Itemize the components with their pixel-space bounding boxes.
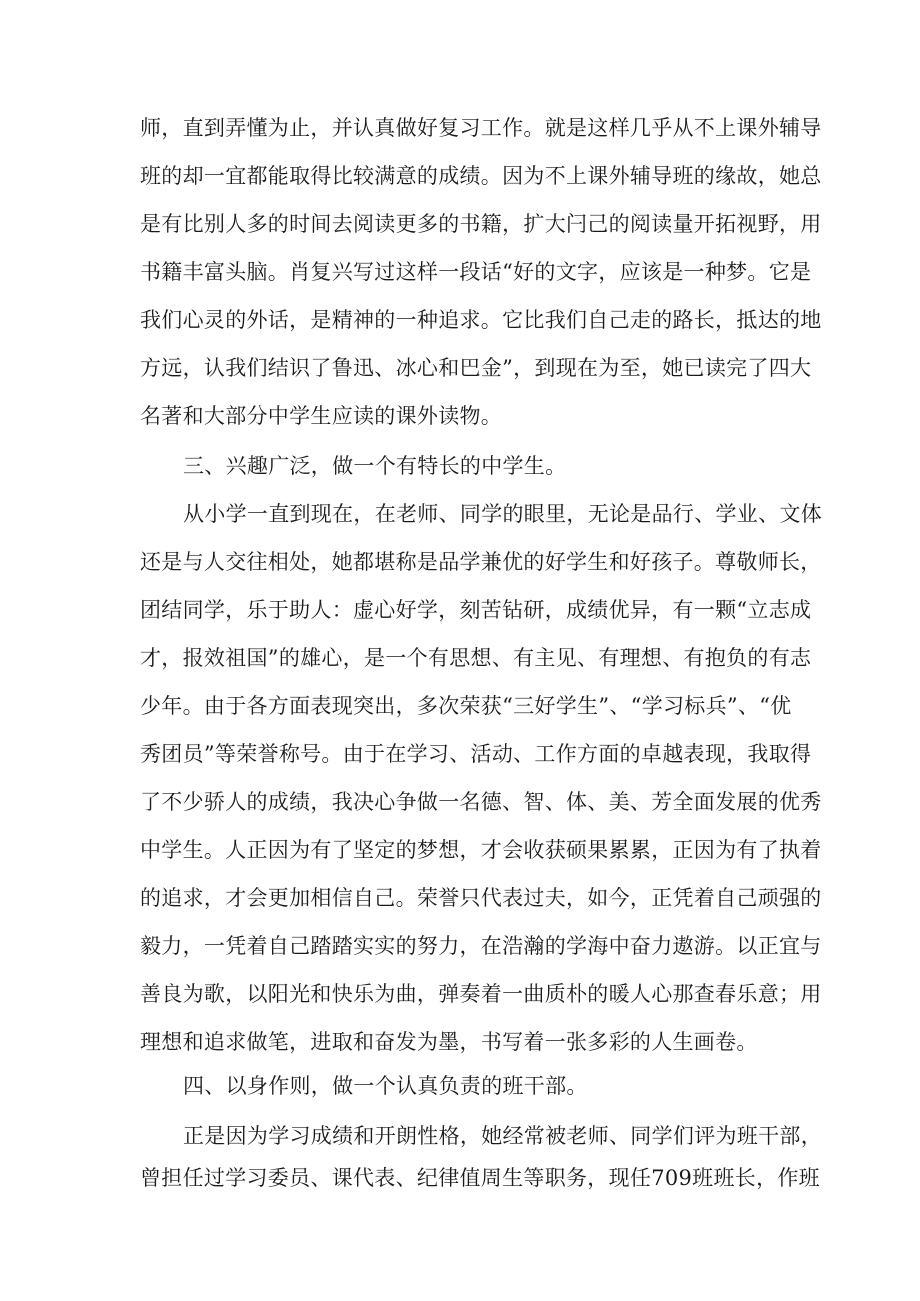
paragraph-line: 了不少骄人的成绩，我决心争做一名德、智、体、美、芳全面发展的优秀 [140, 790, 822, 814]
paragraph-line: 才，报效祖国”的雄心，是一个有思想、有主见、有理想、有抱负的有志 [140, 646, 812, 670]
paragraph-line: 的追求，才会更加相信自己。荣誉只代表过夫，如今，正凭着自己顽强的 [140, 886, 822, 910]
paragraph-line: 还是与人交往相处，她都堪称是品学兼优的好学生和好孩子。尊敬师长， [140, 550, 822, 574]
paragraph-line: 团结同学，乐于助人：虚心好学，刻苦钻研，成绩优异，有一颗“立志成 [140, 598, 812, 622]
paragraph-line: 是有比别人多的时间去阅读更多的书籍，扩大闩己的阅读量开拓视野，用 [140, 212, 822, 236]
paragraph-line: 正是因为学习成绩和开朗性格，她经常被老师、同学们评为班干部， [183, 1124, 822, 1148]
paragraph-line: 少年。由于各方面表现突出，多次荣获“三好学生”、“学习标兵”、“优 [140, 694, 792, 718]
section-heading: 三、兴趣广泛，做一个有特长的中学生。 [183, 454, 567, 478]
paragraph-line: 毅力，一凭着自己踏踏实实的努力，在浩瀚的学海中奋力遨游。以正宜与 [140, 934, 822, 958]
paragraph-line: 善良为歌，以阳光和快乐为曲，弹奏着一曲质朴的暖人心那查春乐意；用 [140, 982, 822, 1006]
paragraph-line: 曾担任过学习委员、课代表、纪律值周生等职务，现任709班班长，作班 [140, 1166, 820, 1190]
paragraph-line: 班的却一宜都能取得比较满意的成绩。因为不上课外辅导班的缘故，她总 [140, 164, 822, 188]
paragraph-line: 师，直到弄懂为止，并认真做好复习工作。就是这样几乎从不上课外辅导 [140, 116, 822, 140]
section-heading: 四、以身作则，做一个认真负责的班干部。 [183, 1074, 588, 1098]
paragraph-line: 书籍丰富头脑。肖复兴写过这样一段话“好的文字，应该是一种梦。它是 [140, 260, 812, 284]
paragraph-line: 我们心灵的外话，是精神的一种追求。它比我们自己走的路长，抵达的地 [140, 308, 822, 332]
paragraph-line: 中学生。人正因为有了坚定的梦想，才会收获硕果累累，正因为有了执着 [140, 838, 822, 862]
paragraph-line: 理想和追求做笔，进取和奋发为墨，书写着一张多彩的人生画卷。 [140, 1030, 758, 1054]
paragraph-line: 名著和大部分中学生应读的课外读物。 [140, 404, 503, 428]
paragraph-line: 秀团员”等荣誉称号。由于在学习、活动、工作方面的卓越表现，我取得 [140, 742, 812, 766]
paragraph-line: 从小学一直到现在，在老师、同学的眼里，无论是品行、学业、文体 [183, 502, 822, 526]
paragraph-line: 方远，认我们结识了鲁迅、冰心和巴金”，到现在为至，她已读完了四大 [140, 356, 812, 380]
